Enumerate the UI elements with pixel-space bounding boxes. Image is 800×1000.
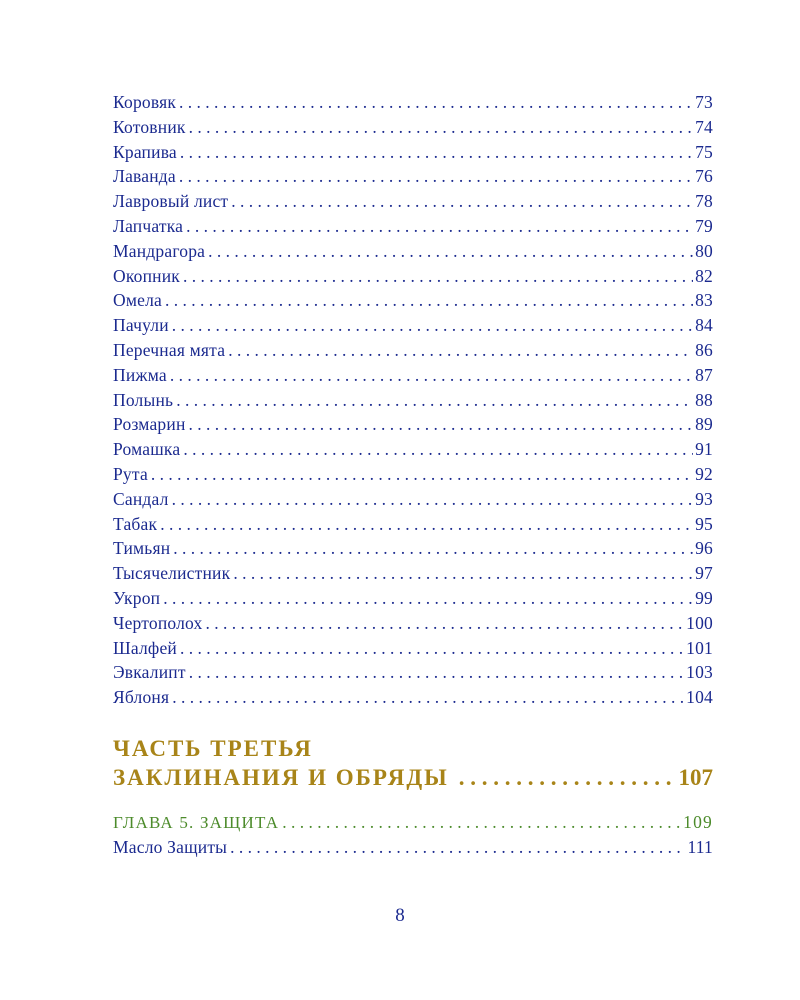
- dot-leader: [183, 264, 693, 289]
- dot-leader: [165, 288, 693, 313]
- entry-page: 74: [695, 116, 713, 137]
- entry-title: Розмарин: [113, 414, 186, 435]
- entry-page: 83: [695, 290, 713, 311]
- entry-title: Яблоня: [113, 687, 170, 708]
- entry-title: Коровяк: [113, 92, 177, 112]
- entry-page: 99: [695, 587, 713, 608]
- entry-page: 80: [695, 240, 713, 261]
- dot-leader: [172, 685, 684, 710]
- page-number: 8: [395, 905, 405, 926]
- entry-title: Крапива: [113, 141, 177, 162]
- dot-leader: [180, 636, 684, 661]
- dot-leader: [179, 90, 693, 115]
- toc-entry[interactable]: [113, 611, 713, 636]
- dot-leader: [228, 338, 693, 363]
- dot-leader: [189, 115, 694, 140]
- entry-page: 95: [695, 513, 713, 534]
- entry-title: Масло Защиты: [113, 836, 228, 857]
- toc-entry[interactable]: [113, 561, 713, 586]
- toc-entry[interactable]: [113, 660, 713, 685]
- entry-page: 111: [687, 836, 713, 857]
- entry-title: Ромашка: [113, 439, 181, 460]
- entry-title: Тысячелистник: [113, 563, 231, 584]
- entry-page: 84: [695, 315, 713, 336]
- entry-title: Перечная мята: [113, 339, 226, 360]
- dot-leader: [189, 412, 694, 437]
- dot-leader: [206, 611, 685, 636]
- entry-title: Лавровый лист: [113, 191, 229, 212]
- toc-entry[interactable]: [113, 835, 713, 860]
- part-page: 107: [678, 765, 713, 790]
- chapter-heading[interactable]: [113, 810, 713, 835]
- toc-entry[interactable]: [113, 536, 713, 561]
- part-number: ЧАСТЬ ТРЕТЬЯ: [113, 736, 313, 761]
- entry-page: 76: [695, 166, 713, 187]
- dot-leader: [176, 388, 693, 413]
- entry-title: Сандал: [113, 488, 169, 509]
- entry-title: Котовник: [113, 116, 186, 137]
- dot-leader: [170, 363, 693, 388]
- entry-page: 101: [686, 637, 713, 658]
- toc-entry[interactable]: [113, 164, 713, 189]
- toc-entry[interactable]: [113, 462, 713, 487]
- entry-title: Мандрагора: [113, 240, 206, 261]
- toc-entry[interactable]: [113, 685, 713, 710]
- toc-entry[interactable]: [113, 239, 713, 264]
- entry-title: Эвкалипт: [113, 662, 186, 683]
- chapter-title: ГЛАВА 5. ЗАЩИТА: [113, 813, 280, 832]
- entry-title: Окопник: [113, 265, 180, 286]
- entry-title: Тимьян: [113, 538, 171, 559]
- dot-leader: [189, 660, 684, 685]
- entry-page: 87: [695, 364, 713, 385]
- entry-page: 103: [686, 662, 713, 683]
- entry-page: 79: [695, 215, 713, 236]
- toc-entry[interactable]: [113, 90, 713, 115]
- dot-leader: [172, 313, 693, 338]
- dot-leader: [179, 164, 693, 189]
- entry-title: Укроп: [113, 587, 161, 608]
- part-title: ЗАКЛИНАНИЯ И ОБРЯДЫ: [113, 765, 449, 790]
- entry-page: 88: [695, 389, 713, 410]
- dot-leader: [231, 189, 693, 214]
- dot-leader: [233, 561, 693, 586]
- entry-page: 82: [695, 265, 713, 286]
- toc-entry[interactable]: [113, 288, 713, 313]
- entry-page: 104: [686, 687, 713, 708]
- chapter-page: 109: [683, 812, 713, 832]
- toc-entry[interactable]: [113, 487, 713, 512]
- toc-entry[interactable]: [113, 264, 713, 289]
- entry-page: 100: [686, 612, 713, 633]
- entry-page: 89: [695, 414, 713, 435]
- entry-title: Омела: [113, 290, 162, 311]
- entry-title: Пачули: [113, 315, 169, 336]
- entry-page: 73: [695, 92, 713, 112]
- toc-entry[interactable]: [113, 338, 713, 363]
- toc-entry[interactable]: [113, 363, 713, 388]
- dot-leader: [160, 512, 693, 537]
- toc-list: [113, 90, 713, 710]
- entry-page: 92: [695, 463, 713, 484]
- entry-title: Рута: [113, 463, 148, 484]
- toc-entry[interactable]: [113, 437, 713, 462]
- entry-page: 93: [695, 488, 713, 509]
- dot-leader: [459, 763, 677, 793]
- dot-leader: [163, 586, 693, 611]
- dot-leader: [172, 487, 694, 512]
- toc-entry[interactable]: [113, 115, 713, 140]
- dot-leader: [282, 810, 681, 835]
- dot-leader: [180, 140, 693, 165]
- entry-page: 75: [695, 141, 713, 162]
- toc-entry[interactable]: [113, 512, 713, 537]
- toc-entry[interactable]: [113, 412, 713, 437]
- dot-leader: [183, 437, 693, 462]
- toc-entry[interactable]: [113, 313, 713, 338]
- chapter-section: [113, 810, 713, 860]
- toc-entry[interactable]: [113, 636, 713, 661]
- toc-entry[interactable]: [113, 586, 713, 611]
- entry-page: 78: [695, 191, 713, 212]
- entry-page: 96: [695, 538, 713, 559]
- toc-entry[interactable]: [113, 214, 713, 239]
- toc-entry[interactable]: [113, 140, 713, 165]
- entry-page: 86: [695, 339, 713, 360]
- dot-leader: [151, 462, 693, 487]
- entry-title: Лаванда: [113, 166, 176, 187]
- entry-page: 91: [695, 439, 713, 460]
- dot-leader: [173, 536, 693, 561]
- part-title-row: [113, 763, 713, 793]
- entry-title: Полынь: [113, 389, 174, 410]
- dot-leader: [230, 835, 685, 860]
- dot-leader: [186, 214, 693, 239]
- entry-page: 97: [695, 563, 713, 584]
- toc-entry[interactable]: [113, 388, 713, 413]
- entry-title: Чертополох: [113, 612, 203, 633]
- entry-title: Табак: [113, 513, 158, 534]
- toc-entry[interactable]: [113, 189, 713, 214]
- entry-title: Пижма: [113, 364, 167, 385]
- entry-title: Лапчатка: [113, 215, 184, 236]
- entry-title: Шалфей: [113, 637, 177, 658]
- part-heading[interactable]: [113, 735, 713, 793]
- dot-leader: [208, 239, 693, 264]
